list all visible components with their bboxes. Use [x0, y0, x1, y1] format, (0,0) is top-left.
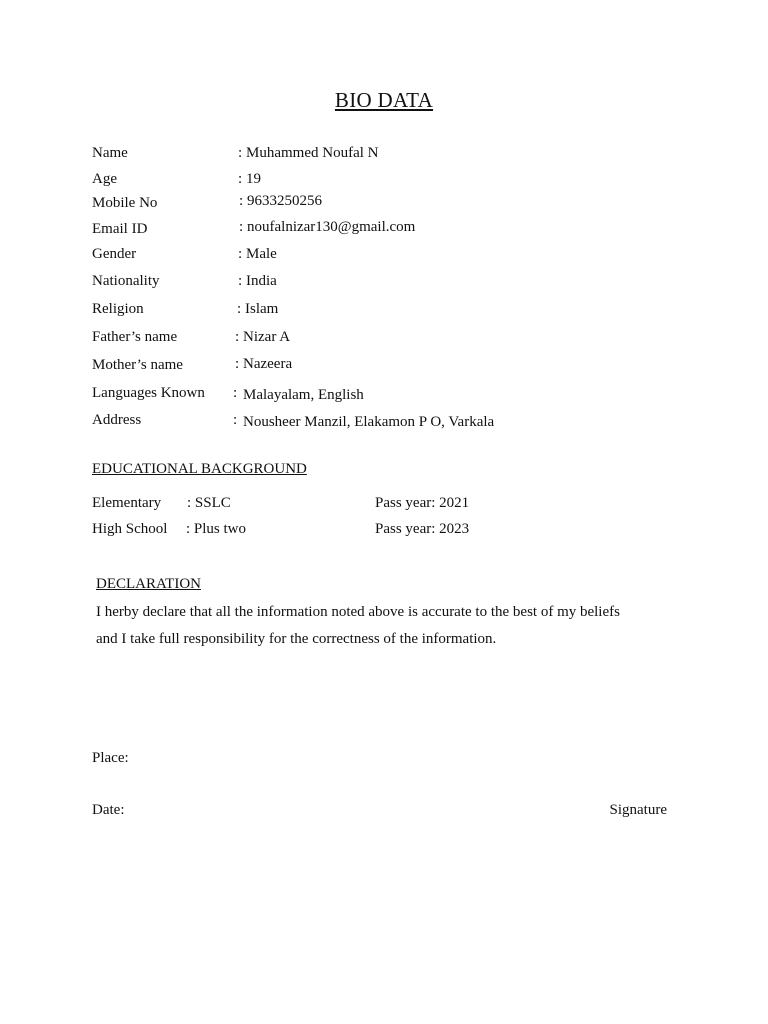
- page-title: BIO DATA: [334, 88, 434, 112]
- detail-value: Islam: [245, 301, 279, 317]
- detail-label: Age: [92, 171, 117, 187]
- education-qualification: : Plus two: [186, 521, 247, 537]
- detail-label: Gender: [92, 246, 137, 262]
- detail-label: Name: [92, 145, 128, 161]
- detail-value: Nazeera: [243, 356, 293, 372]
- detail-colon: :: [238, 273, 243, 289]
- detail-colon: :: [233, 412, 238, 428]
- detail-value: Nizar A: [243, 329, 291, 345]
- detail-colon: :: [238, 246, 243, 262]
- detail-value: Male: [246, 246, 277, 262]
- detail-label: Mobile No: [92, 195, 158, 211]
- declaration-line-2: and I take full responsibility for the correctness of the information.: [96, 631, 497, 647]
- detail-colon: :: [239, 219, 244, 235]
- declaration-line-1: I herby declare that all the information noted above is accurate to the best of my beliefs: [96, 604, 620, 620]
- place-label: Place:: [92, 750, 129, 766]
- education-pass-year: Pass year: 2023: [375, 521, 470, 537]
- education-pass-year: Pass year: 2021: [375, 495, 470, 511]
- detail-colon: :: [238, 171, 243, 187]
- date-label: Date:: [92, 802, 125, 818]
- detail-label: Email ID: [92, 221, 148, 237]
- detail-value: Malayalam, English: [243, 387, 364, 403]
- detail-value: Muhammed Noufal N: [246, 145, 379, 161]
- detail-label: Address: [92, 412, 142, 428]
- detail-colon: :: [233, 385, 238, 401]
- detail-value: Nousheer Manzil, Elakamon P O, Varkala: [243, 414, 495, 430]
- detail-colon: :: [237, 301, 242, 317]
- detail-value: 9633250256: [247, 193, 322, 209]
- education-level: High School: [92, 521, 168, 537]
- detail-label: Religion: [92, 301, 144, 317]
- detail-value: noufalnizar130@gmail.com: [247, 219, 416, 235]
- detail-colon: :: [238, 145, 243, 161]
- detail-label: Mother’s name: [92, 357, 183, 373]
- detail-colon: :: [239, 193, 244, 209]
- detail-colon: :: [235, 329, 240, 345]
- detail-value: 19: [246, 171, 261, 187]
- detail-label: Languages Known: [92, 385, 205, 401]
- detail-label: Father’s name: [92, 329, 178, 345]
- detail-value: India: [246, 273, 277, 289]
- signature-label: Signature: [609, 802, 667, 818]
- education-heading: EDUCATIONAL BACKGROUND: [92, 461, 307, 477]
- declaration-heading: DECLARATION: [96, 576, 201, 592]
- detail-label: Nationality: [92, 273, 160, 289]
- education-level: Elementary: [92, 495, 162, 511]
- detail-colon: :: [235, 356, 240, 372]
- education-qualification: : SSLC: [187, 495, 231, 511]
